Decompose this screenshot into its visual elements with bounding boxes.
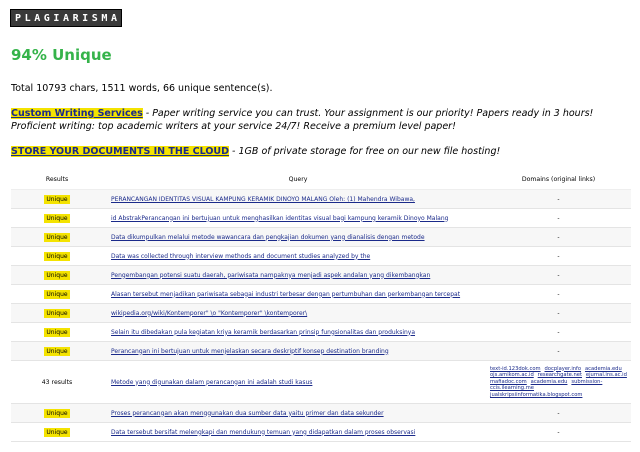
unique-badge: Unique — [46, 214, 68, 222]
unique-badge: Unique — [46, 271, 68, 279]
results-count: 43 results — [41, 378, 73, 386]
domain-link[interactable]: academia.edu — [584, 365, 622, 372]
unique-badge: Unique — [46, 252, 68, 260]
unique-badge: Unique — [46, 195, 68, 203]
domains-empty: - — [557, 252, 560, 260]
query-link[interactable]: Data tersebut bersifat melengkapi dan mendukung temuan yang didapatkan dalam proses observasi — [111, 428, 416, 436]
domains-empty: - — [557, 214, 560, 222]
query-link[interactable]: PERANCANGAN IDENTITAS VISUAL KAMPUNG KERAMIK DINOYO MALANG Oleh: (1) Mahendra Wibawa, — [111, 195, 415, 203]
query-link[interactable]: Selain itu dibedakan pula kegiatan kriya keramik berdasarkan prinsip fungsionalitas dan produksinya — [111, 328, 416, 336]
promo-cloud-text: - 1GB of private storage for free on our new file hosting! — [229, 146, 501, 157]
domains-empty: - — [557, 347, 560, 355]
unique-badge: Unique — [46, 428, 68, 436]
table-row — [11, 404, 631, 423]
query-link[interactable]: Data dikumpulkan melalui metode wawancara dan pengkajian dokumen yang dianalisis dengan metode — [111, 233, 425, 241]
query-link[interactable]: wikipedia.org/wiki/Kontemporer" \o "Kontemporer" \kontemporer\ — [111, 309, 308, 317]
table-row — [11, 209, 631, 228]
query-link[interactable]: Metode yang digunakan dalam perancangan ini adalah studi kasus — [111, 378, 313, 386]
domains-empty: - — [557, 309, 560, 317]
table-row — [11, 247, 631, 266]
domain-link[interactable]: mafiadoc.com — [490, 378, 527, 385]
domain-link[interactable]: submission-ccis.ilearning.me — [490, 378, 603, 392]
unique-badge: Unique — [46, 328, 68, 336]
domain-link[interactable]: text-id.123dok.com — [490, 365, 541, 372]
query-link[interactable]: Proses perancangan akan menggunakan dua sumber data yaitu primer dan data sekunder — [111, 409, 384, 417]
table-row — [11, 190, 631, 209]
query-link[interactable]: Pengembangan potensi suatu daerah, pariwisata nampaknya menjadi aspek andalan yang dikembangkan — [111, 271, 431, 279]
table-row — [11, 361, 631, 404]
unique-badge: Unique — [46, 309, 68, 317]
domains-empty: - — [557, 233, 560, 241]
logo-letter: G — [43, 12, 50, 24]
unique-badge: Unique — [46, 233, 68, 241]
domains-empty: - — [557, 271, 560, 279]
domains-empty: - — [557, 428, 560, 436]
table-row — [11, 285, 631, 304]
logo-letter: P — [15, 12, 22, 24]
store-documents-cloud-link[interactable]: STORE YOUR DOCUMENTS IN THE CLOUD — [11, 146, 230, 157]
table-row — [11, 228, 631, 247]
plagiarisma-logo[interactable] — [10, 9, 122, 27]
table-header-row — [11, 169, 631, 190]
table-row — [11, 342, 631, 361]
promo-cloud-storage — [11, 145, 631, 158]
header-query: Query — [103, 169, 486, 190]
custom-writing-services-link[interactable]: Custom Writing Services — [11, 108, 143, 119]
domain-link[interactable]: jualskripsiinformatika.blogspot.com — [490, 391, 583, 398]
logo-letter: A — [62, 12, 69, 24]
unique-badge: Unique — [46, 290, 68, 298]
query-link[interactable]: Data was collected through interview methods and document studies analyzed by the — [111, 252, 371, 260]
unique-badge: Unique — [46, 409, 68, 417]
query-link[interactable]: Perancangan ini bertujuan untuk menjelaskan secara deskriptif konsep destination branding — [111, 347, 389, 355]
domains-empty: - — [557, 328, 560, 336]
domain-link[interactable]: researchgate.net — [537, 372, 582, 379]
domain-link[interactable]: ojs.amikom.ac.id — [490, 372, 534, 379]
header-domains: Domains (original links) — [486, 169, 631, 190]
header-results: Results — [11, 169, 103, 190]
domain-link[interactable]: academia.edu — [530, 378, 568, 385]
logo-letter: M — [101, 12, 108, 24]
domain-link[interactable]: ejurnal.ins.ac.id — [585, 372, 627, 379]
domains-empty: - — [557, 290, 560, 298]
logo-letter: A — [34, 12, 41, 24]
text-statistics: Total 10793 chars, 1511 words, 66 unique sentence(s). — [11, 83, 273, 94]
logo-letter: A — [110, 12, 117, 24]
logo-letter: R — [72, 12, 79, 24]
uniqueness-percentage: 94% Unique — [11, 46, 112, 64]
unique-badge: Unique — [46, 347, 68, 355]
domains-empty: - — [557, 409, 560, 417]
query-link[interactable]: Alasan tersebut menjadikan pariwisata sebagai industri terbesar dengan pertumbuhan dan perkembangan tercepat — [111, 290, 461, 298]
table-row — [11, 266, 631, 285]
promo-writing-services — [11, 107, 631, 133]
table-row — [11, 423, 631, 442]
logo-letter: I — [53, 12, 60, 24]
query-link[interactable]: id AbstrakPerancangan ini bertujuan untuk menghasilkan identitas visual bagi kampung keramik Dinoyo Malang — [111, 214, 449, 222]
logo-letter: S — [91, 12, 98, 24]
logo-letter: I — [82, 12, 89, 24]
results-table — [11, 169, 631, 442]
logo-letter: L — [24, 12, 31, 24]
domain-link[interactable]: docplayer.info — [544, 365, 582, 372]
domains-empty: - — [557, 195, 560, 203]
table-row — [11, 323, 631, 342]
promo-writing-text: - Paper writing service you can trust. Your assignment is our priority! Papers ready in 3 hours! Proficient writing: top academic writers at your service 24/7! Receive a premium level paper! — [11, 108, 594, 132]
table-row — [11, 304, 631, 323]
domain-links — [486, 361, 631, 404]
